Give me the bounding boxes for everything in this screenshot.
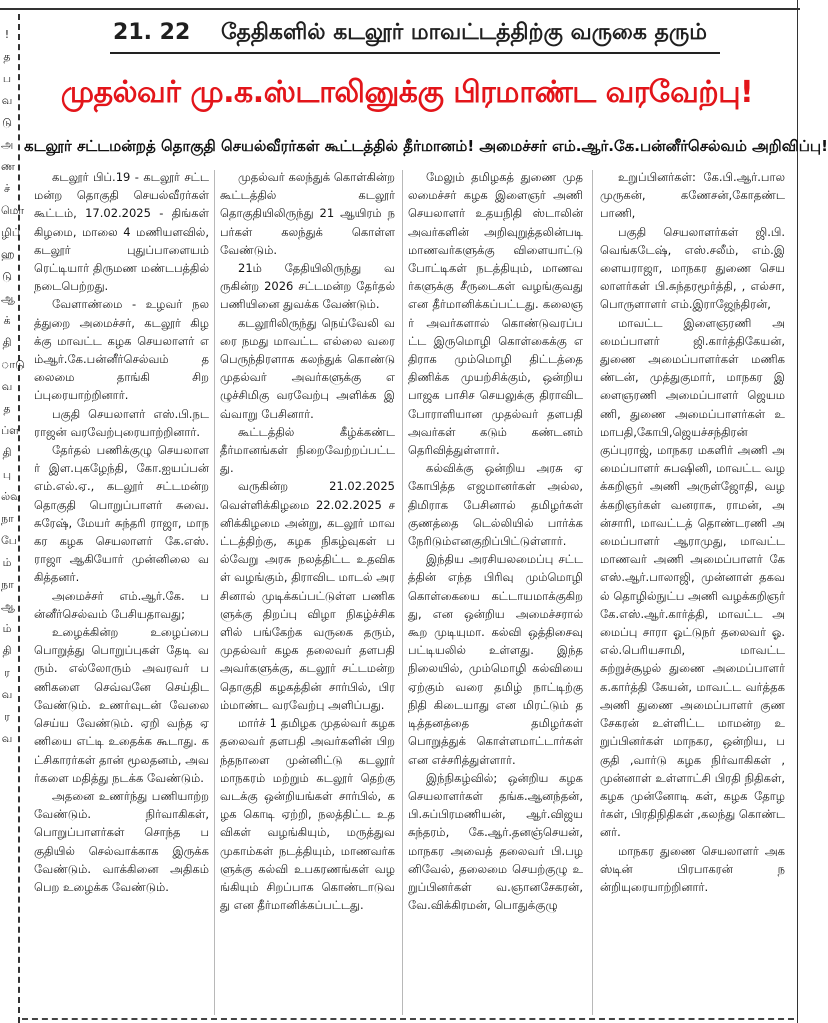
paragraph: தேர்தல் பணிக்குழு செயலாளர் இள.புகழேந்தி, கோ.ஐயப்பன் எம்.எல்.ஏ., கடலூர் சட்டமன்ற தொகுதி பொறுப்பாளர் சுவை.சுரேஷ், மேயர் சுந்தரி ராஜா, மாநகர கழக செயலாளர் கே.எஸ்.ராஜா ஆகியோர் முன்னிலை வகித்தனர். [34,443,209,585]
article-column-4 [600,168,785,1018]
kicker-text: தேதிகளில் கடலூர் மாவட்டத்திற்கு வருகை தரும் [220,20,707,45]
top-frame-border [0,0,800,10]
adjacent-article-text: ! தபவ டு அண ச் மொழிப் ஹ டு ஆக் தி ாடு வ த ப்ள தி பு ல்வ நா பே ம் நா ஆ ம் தி ர வ ர வ [1,28,25,745]
paragraph: பகுதி செயலாளர்கள் ஜி.பி.வெங்கடேஷ், எஸ்.சலீம், எம்.இளையராஜா, மாநகர துணை செயலாளர்கள் பி.சுந்தரமூர்த்தி, , எல்சா, பொருளாளர் எம்.இராஜேந்திரன், [600,224,785,312]
paragraph: அதனை உணர்ந்து பணியாற்ற வேண்டும். நிர்வாகிகள், பொறுப்பாளர்கள் சொந்த பகுதியில் செல்வாக்காக இருக்க வேண்டும். வாக்கினை அதிகம் பெற உழைக்க வேண்டும். [34,788,209,894]
paragraph: முதல்வர் கலந்துக் கொள்கின்ற கூட்டத்தில் கடலூர் தொகுதியிலிருந்து 21 ஆயிரம் நபர்கள் கலந்துக் கொள்ள வேண்டும். [220,170,395,257]
paragraph: மார்ச் 1 தமிழக முதல்வர் கழக தலைவர் தளபதி அவர்களின் பிறந்தநாளை முன்னிட்டு கடலூர் மாநகரம் மற்றும் கடலூர் தெற்கு வடக்கு ஒன்றியங்கள் சார்பில், கழக கொடி ஏற்றி, நலத்திட்ட உதவிகள் வழங்கியும், மருத்துவ முகாம்கள் நடத்தியும், மாணவர்களுக்கு கல்வி உபகரணங்கள் வழங்கியும் சிறப்பாக கொண்டாடுவது என தீர்மானிக்கப்பட்டது. [220,716,395,913]
article-column-2 [220,168,395,1018]
column-divider [214,170,215,1015]
paragraph: கூட்டத்தில் கீழ்க்கண்ட தீர்மானங்கள் நிறைவேற்றப்பட்டது. [220,424,395,476]
article-column-1 [34,168,209,1018]
adjacent-article-strip [0,14,25,1023]
paragraph: இந்திய அரசியலமைப்பு சட்டத்தின் எந்த பிரிவு மும்மொழி கொள்கையை கட்டாயமாக்குகிறது, என ஒன்றிய அமைச்சரால் கூற முடியுமா. கல்வி ஒத்திசைவு பட்டியலில் உள்ளது. இந்த நிலையில், மும்மொழி கல்வியை ஏற்கும் வரை தமிழ் நாட்டிற்கு நிதி கிடையாது என மிரட்டும் தடித்தனத்தை தமிழர்கள் பொறுத்துக் கொள்ளமாட்டார்கள் என எச்சரித்துள்ளார். [408,552,583,767]
paragraph: கடலூரிலிருந்து நெய்வேலி வரை நமது மாவட்ட எல்லை வரை பெருந்திரளாக கலந்துக் கொண்டு முதல்வர் அவர்களுக்கு எழுச்சிமிகு வரவேற்பு அளிக்க இவ்வாறு பேசினார். [220,315,395,421]
paragraph: கல்விக்கு ஒன்றிய அரசு ஏகோபித்த எஜமானர்கள் அல்ல, திமிராக பேசினால் தமிழர்கள் குணத்தை டெல்லியில் பார்க்க நேரிடும்எனகுறிப்பிட்டுள்ளார். [408,461,583,549]
paragraph: வருகின்ற 21.02.2025 வெள்ளிக்கிழமை 22.02.2025 சனிக்கிழமை அன்று, கடலூர் மாவட்டத்திற்கு, கழக நிகழ்வுகள் பல்வேறு அரசு நலத்திட்ட உதவிகள் வழங்கும், திராவிட மாடல் அரசினால் முடிக்கப்பட்டுள்ள பணிகளுக்கு திறப்பு விழா நிகழ்ச்சிகளில் பங்கேற்க வருகை தரும், முதல்வர் கழக தலைவர் தளபதி அவர்களுக்கு, கடலூர் சட்டமன்ற தொகுதி கழகத்தின் சார்பில், பிரம்மாண்ட வரவேற்பு அளிப்பது. [220,479,395,712]
paragraph: கடலூர் பிப்.19 - கடலூர் சட்டமன்ற தொகுதி செயல்வீரர்கள் கூட்டம், 17.02.2025 - திங்கள் கிழமை, மாலை 4 மணியளவில், கடலூர் புதுப்பாளையம் ரெட்டியார் திருமண மண்டபத்தில் நடைபெற்றது. [34,170,209,294]
paragraph: உழைக்கின்ற உழைப்பை பொறுத்து பொறுப்புகள் தேடி வரும். எல்லோரும் அவரவர் பணிகளை செவ்வனே செய்திட வேண்டும். உணர்வுடன் வேலை செய்ய வேண்டும். ஏறி வந்த ஏணியை எட்டி உதைக்க கூடாது. கட்சிகாரர்கள் தான் மூலதனம், அவர்களை மதித்து நடக்க வேண்டும். [34,625,209,785]
article-column-3 [408,168,583,1018]
bottom-frame-border [22,1018,794,1020]
column-divider [592,170,593,1015]
paragraph: மேலும் தமிழகத் துணை முதலமைச்சர் கழக இளைஞர் அணி செயலாளர் உதயநிதி ஸ்டாலின் அவர்களின் அறிவுறுத்தலின்படி மாணவர்களுக்கு விளையாட்டு போட்டிகள் நடத்தியும், மாணவர்களுக்கு சீருடைகள் வழங்குவது என தீர்மானிக்கப்பட்டது. கலைஞர் அவர்களால் கொண்டுவரப்பட்ட இருமொழி கொள்கைக்கு எதிராக மும்மொழி திட்டத்தை திணிக்க முயற்சிக்கும், ஒன்றிய பாஜக பாசிச செயலுக்கு திராவிட போராளியான முதல்வர் தளபதி அவர்கள் கடும் கண்டனம் தெரிவித்துள்ளார். [408,170,583,458]
paragraph: மாவட்ட இளைஞரணி அமைப்பாளர் ஜி.கார்த்திகேயன், துணை அமைப்பாளர்கள் மணிகண்டன், முத்துகுமார், மாநகர இளைஞரணி அமைப்பாளர் ஜெயமணி, துணை அமைப்பாளர்கள் உமாபதி,கோபி,ஜெயச்சந்திரன் குப்புராஜ், மாநகர மகளிர் அணி அமைப்பாளர் சுபஷினி, மாவட்ட வழக்கறிஞர் அணி அருள்ஜோதி, வழக்கறிஞர்கள் வனராசு, ராமன், அன்சாரி, மாவட்டத் தொண்டரணி அமைப்பாளர் ஆராமுது, மாவட்ட மாணவர் அணி அமைப்பாளர் கே எஸ்.ஆர்.பாலாஜி, முன்னாள் தகவல் தொழில்நுட்ப அணி வழக்கறிஞர் கே.எஸ்.ஆர்.கார்த்தி, மாவட்ட அமைப்பு சாரா ஓட்டுநர் தலைவர் ஓ.எல்.பெரியசாமி, மாவட்ட சுற்றுச்சூழல் துணை அமைப்பாளர் க.கார்த்தி கேயன், மாவட்ட வர்த்தக அணி துணை அமைப்பாளர் குணசேகரன் உள்ளிட்ட மாமன்ற உறுப்பினர்கள் மாநகர, ஒன்றிய, பகுதி ,வார்டு கழக நிர்வாகிகள் ,முன்னாள் உள்ளாட்சி பிரதி நிதிகள், கழக முன்னோடி கள், கழக தோழர்கள், பிரதிநிதிகள் ,கலந்து கொண்டனர். [600,315,785,840]
paragraph: இந்நிகழ்வில்; ஒன்றிய கழக செயலாளர்கள் தங்க.ஆனந்தன், பி.சுப்பிரமணியன், ஆர்.விஜயசுந்தரம், கே.ஆர்.தனஞ்செயன், மாநகர அவைத் தலைவர் பி.பழனிவேல், தலைமை செயற்குழு உறுப்பினர்கள் வ.ஞானசேகரன், வே.விக்கிரமன், பொதுக்குழு [408,770,583,913]
paragraph: பகுதி செயலாளர் எஸ்.பி.நடராஜன் வரவேற்புரையாற்றினார். [34,406,209,439]
headline: முதல்வர் மு.க.ஸ்டாலினுக்கு பிரமாண்ட வரவேற்பு! [60,75,754,110]
paragraph: 21ம் தேதியிலிருந்து வருகின்ற 2026 சட்டமன்ற தேர்தல் பணியினை துவக்க வேண்டும். [220,261,395,312]
paragraph: அமைச்சர் எம்.ஆர்.கே. பன்னீர்செல்வம் பேசியதாவது; [34,588,209,621]
kicker-line [30,12,790,54]
subheadline: கடலூர் சட்டமன்றத் தொகுதி செயல்வீரர்கள் கூட்டத்தில் தீர்மானம்! அமைச்சர் எம்.ஆர்.கே.பன்னீர்செல்வம் அறிவிப்பு! [24,137,828,155]
kicker-date: 21. 22 [113,20,191,45]
column-divider [402,170,403,1015]
paragraph: வேளாண்மை - உழவர் நலத்துறை அமைச்சர், கடலூர் கிழக்கு மாவட்ட கழக செயலாளர் எம்ஆர்.கே.பன்னீர்செல்வம் தலைமை தாங்கி சிறப்புரையாற்றினார். [34,297,209,403]
paragraph: உறுப்பினர்கள்: கே.பி.ஆர்.பாலமுருகன், கணேசன்,கோதண்டபாணி, [600,170,785,221]
paragraph: மாநகர துணை செயலாளர் அகஸ்டின் பிரபாகரன் நன்றியுரையாற்றினார். [600,843,785,894]
kicker-underline [110,52,720,54]
